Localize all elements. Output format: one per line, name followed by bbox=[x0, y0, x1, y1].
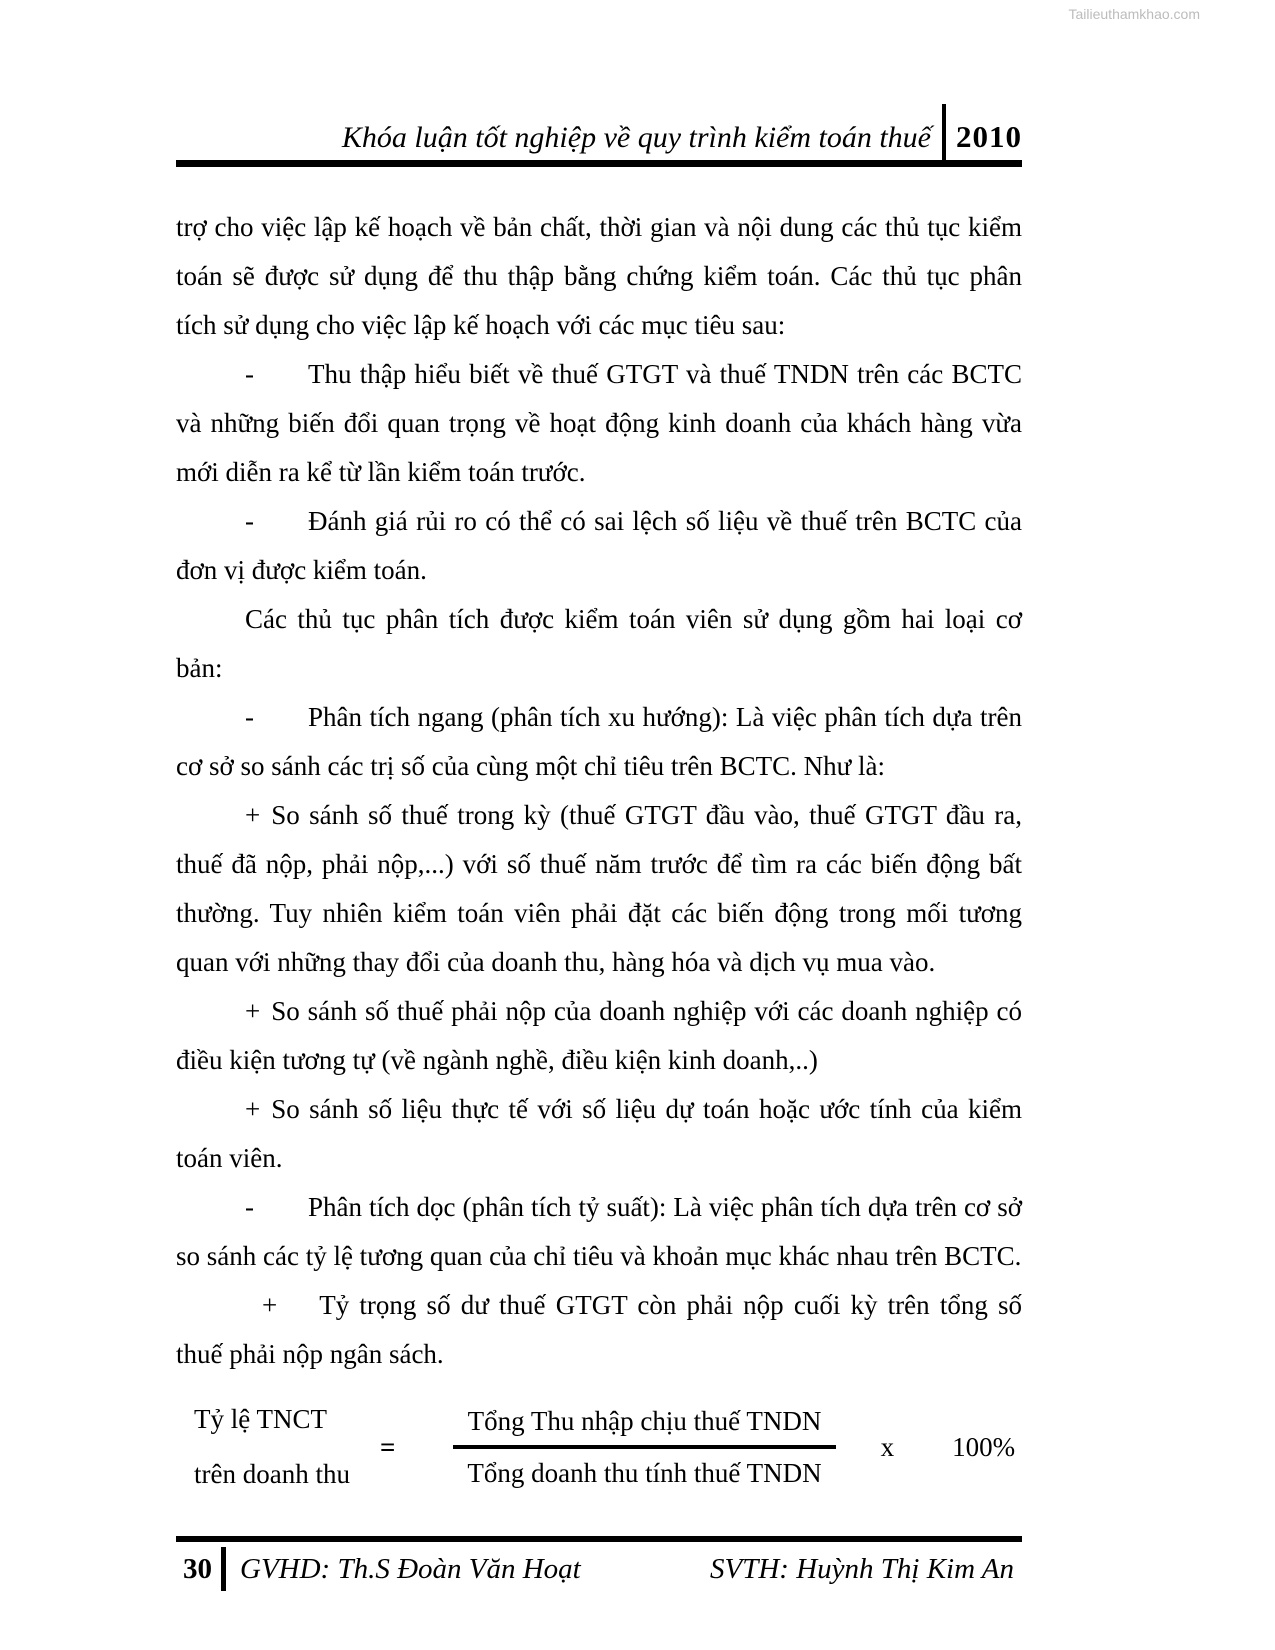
paragraph bbox=[176, 791, 1022, 987]
list-marker: - bbox=[245, 359, 254, 389]
paragraph bbox=[176, 1085, 1022, 1183]
paragraph bbox=[176, 350, 1022, 497]
paragraph-text: Thu thập hiểu biết về thuế GTGT và thuế TNDN trên các BCTC và những biến đổi quan trọng về hoạt động kinh doanh của khách hàng vừa mới diễn ra kể từ lần kiểm toán trước. bbox=[176, 359, 1022, 487]
page-footer bbox=[176, 1536, 1022, 1591]
list-marker: + bbox=[245, 996, 261, 1026]
header-title: Khóa luận tốt nghiệp về quy trình kiểm toán thuế bbox=[341, 120, 931, 154]
paragraph bbox=[176, 497, 1022, 595]
page-number: 30 bbox=[183, 1552, 212, 1585]
advisor-name: GVHD: Th.S Đoàn Văn Hoạt bbox=[240, 1552, 581, 1585]
paragraph-text: Đánh giá rủi ro có thể có sai lệch số liệu về thuế trên BCTC của đơn vị được kiểm toán. bbox=[176, 506, 1022, 585]
student-name: SVTH: Huỳnh Thị Kim An bbox=[710, 1552, 1014, 1585]
percent-value: 100% bbox=[952, 1431, 1016, 1462]
paragraph-text: Phân tích ngang (phân tích xu hướng): Là việc phân tích dựa trên cơ sở so sánh các trị số của cùng một chỉ tiêu trên BCTC. Như là: bbox=[176, 702, 1022, 781]
paragraph-text: So sánh số liệu thực tế với số liệu dự toán hoặc ước tính của kiểm toán viên. bbox=[176, 1094, 1022, 1173]
formula-label-line2: trên doanh thu bbox=[194, 1459, 350, 1489]
paragraph bbox=[176, 595, 1022, 693]
watermark: Tailieuthamkhao.com bbox=[1068, 6, 1200, 22]
paragraph-text: trợ cho việc lập kế hoạch về bản chất, thời gian và nội dung các thủ tục kiểm toán sẽ được sử dụng để thu thập bằng chứng kiểm toán. Các thủ tục phân tích sử dụng cho việc lập kế hoạch với các mục tiêu sau: bbox=[176, 212, 1022, 340]
list-marker: - bbox=[245, 1192, 254, 1222]
list-marker: + bbox=[245, 1094, 261, 1124]
list-marker: + bbox=[262, 1290, 278, 1320]
paragraph-text: So sánh số thuế trong kỳ (thuế GTGT đầu vào, thuế GTGT đầu ra, thuế đã nộp, phải nộp,...) với số thuế năm trước để tìm ra các biến động bất thường. Tuy nhiên kiểm toán viên phải đặt các biến động trong mối tương quan với những thay đổi của doanh thu, hàng hóa và dịch vụ mua vào. bbox=[176, 800, 1022, 977]
fraction bbox=[453, 1397, 835, 1497]
body-paragraphs bbox=[176, 203, 1022, 1379]
fraction-denominator: Tổng doanh thu tính thuế TNDN bbox=[467, 1457, 822, 1488]
paragraph bbox=[176, 203, 1022, 350]
paragraph-text: Tỷ trọng số dư thuế GTGT còn phải nộp cuối kỳ trên tổng số thuế phải nộp ngân sách. bbox=[176, 1290, 1022, 1369]
paragraph bbox=[176, 987, 1022, 1085]
list-marker: - bbox=[245, 506, 254, 536]
paragraph-text: Phân tích dọc (phân tích tỷ suất): Là việc phân tích dựa trên cơ sở so sánh các tỷ lệ tương quan của chỉ tiêu và khoản mục khác nhau trên BCTC. bbox=[176, 1192, 1022, 1271]
paragraph-text: So sánh số thuế phải nộp của doanh nghiệp với các doanh nghiệp có điều kiện tương tự (về ngành nghề, điều kiện kinh doanh,..) bbox=[176, 996, 1022, 1075]
page-header bbox=[176, 104, 1022, 167]
fraction-numerator: Tổng Thu nhập chịu thuế TNDN bbox=[467, 1405, 822, 1436]
paragraph bbox=[176, 1183, 1022, 1281]
paragraph-text: Các thủ tục phân tích được kiểm toán viên sử dụng gồm hai loại cơ bản: bbox=[176, 604, 1022, 683]
list-marker: - bbox=[245, 702, 254, 732]
formula-label bbox=[176, 1392, 366, 1502]
footer-row bbox=[176, 1547, 1022, 1591]
footer-rule bbox=[176, 1536, 1022, 1542]
header-rule bbox=[176, 160, 1022, 167]
header-year: 2010 bbox=[956, 119, 1022, 154]
formula bbox=[176, 1392, 1022, 1502]
footer-divider bbox=[221, 1547, 226, 1591]
list-marker: + bbox=[245, 800, 261, 830]
paragraph bbox=[176, 1281, 1022, 1379]
multiply-sign: x bbox=[880, 1431, 895, 1462]
paragraph bbox=[176, 693, 1022, 791]
equals-sign: = bbox=[380, 1431, 396, 1462]
header-row bbox=[176, 104, 1022, 155]
formula-label-line1: Tỷ lệ TNCT bbox=[194, 1404, 327, 1434]
